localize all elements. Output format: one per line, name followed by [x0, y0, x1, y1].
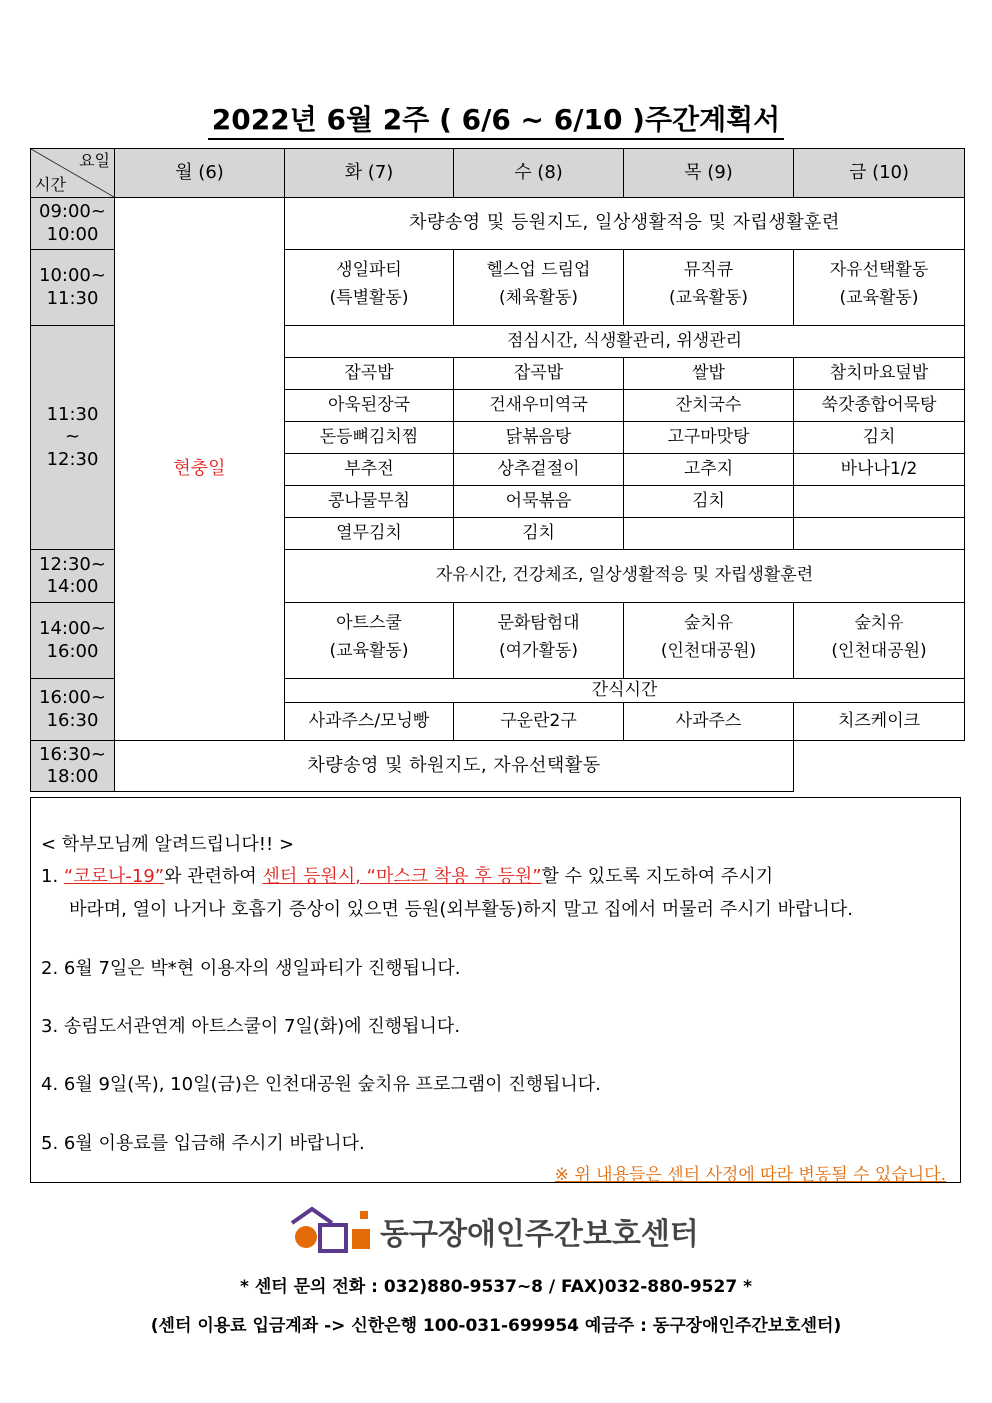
time-slot: 11:30 ~ 12:30 [31, 326, 115, 550]
evening-activity: 차량송영 및 하원지도, 자유선택활동 [115, 741, 794, 792]
notice-item-1-cont: 바라며, 열이 나거나 호흡기 증상이 있으면 등원(외부활동)하지 말고 집에서 머물러 주시기 바랍니다. [69, 899, 853, 920]
notice-item-1: 1. “코로나-19”와 관련하여 센터 등원시, “마스크 착용 후 등원”할 수 있도록 지도하여 주시기 [41, 866, 774, 887]
time-slot: 16:30~ 18:00 [31, 741, 115, 792]
header-row [31, 149, 965, 198]
notice-heading: < 학부모님께 알려드립니다!! > [41, 834, 295, 855]
morning-activity: 차량송영 및 등원지도, 일상생활적응 및 자립생활훈련 [285, 198, 965, 250]
menu-item: 열무김치 [285, 518, 454, 550]
menu-item: 잔치국수 [624, 390, 794, 422]
activity-cell: 헬스업 드림업 (체육활동) [454, 250, 624, 326]
menu-item: 쌀밥 [624, 358, 794, 390]
corner-day-label: 요일 [79, 151, 110, 170]
menu-item: 잡곡밥 [285, 358, 454, 390]
menu-item [624, 518, 794, 550]
parent-notice-box [30, 797, 961, 1183]
time-slot: 12:30~ 14:00 [31, 550, 115, 603]
page-title: 2022년 6월 2주 ( 6/6 ~ 6/10 )주간계획서 [0, 98, 992, 138]
activity-cell: 숲치유 (인천대공원) [794, 603, 965, 679]
notice-item-2: 2. 6월 7일은 박*현 이용자의 생일파티가 진행됩니다. [41, 958, 461, 979]
notice-item-5: 5. 6월 이용료를 입금해 주시기 바랍니다. [41, 1133, 365, 1154]
notice-item-3: 3. 송림도서관연계 아트스쿨이 7일(화)에 진행됩니다. [41, 1016, 461, 1037]
snack-title: 간식시간 [285, 679, 965, 703]
menu-item: 잡곡밥 [454, 358, 624, 390]
menu-item: 어묵볶음 [454, 486, 624, 518]
activity-cell: 뮤직큐 (교육활동) [624, 250, 794, 326]
menu-item: 바나나1/2 [794, 454, 965, 486]
day-tue: 화 (7) [285, 149, 454, 198]
lunch-title: 점심시간, 식생활관리, 위생관리 [285, 326, 965, 358]
snack-item: 구운란2구 [454, 703, 624, 741]
menu-item: 돈등뼈김치찜 [285, 422, 454, 454]
snack-item: 사과주스/모닝빵 [285, 703, 454, 741]
center-logo [290, 1205, 710, 1255]
time-slot: 16:00~ 16:30 [31, 679, 115, 741]
notice-item-4: 4. 6월 9일(목), 10일(금)은 인천대공원 숲치유 프로그램이 진행됩니다. [41, 1074, 601, 1095]
menu-item: 부추전 [285, 454, 454, 486]
day-mon: 월 (6) [115, 149, 285, 198]
snack-item: 치즈케이크 [794, 703, 965, 741]
afternoon-activity: 자유시간, 건강체조, 일상생활적응 및 자립생활훈련 [285, 550, 965, 603]
activity-cell: 아트스쿨 (교육활동) [285, 603, 454, 679]
menu-item: 고추지 [624, 454, 794, 486]
menu-item: 김치 [794, 422, 965, 454]
account-info: (센터 이용료 입금계좌 -> 신한은행 100-031-699954 예금주 : 동구장애인주간보호센터) [150, 1316, 842, 1336]
menu-item [794, 486, 965, 518]
time-slot: 10:00~ 11:30 [31, 250, 115, 326]
day-thu: 목 (9) [624, 149, 794, 198]
corner-cell [31, 149, 115, 198]
menu-item: 건새우미역국 [454, 390, 624, 422]
monday-holiday: 현충일 [115, 198, 285, 741]
house-logo-icon [290, 1205, 380, 1255]
time-slot: 09:00~ 10:00 [31, 198, 115, 250]
activity-cell: 숲치유 (인천대공원) [624, 603, 794, 679]
corner-time-label: 시간 [35, 175, 66, 194]
weekly-schedule-table [30, 148, 965, 792]
day-wed: 수 (8) [454, 149, 624, 198]
activity-cell: 생일파티 (특별활동) [285, 250, 454, 326]
contact-info: * 센터 문의 전화 : 032)880-9537~8 / FAX)032-880-9527 * [240, 1277, 752, 1297]
activity-cell: 문화탐험대 (여가활동) [454, 603, 624, 679]
menu-item: 쑥갓종합어묵탕 [794, 390, 965, 422]
menu-item: 상추겉절이 [454, 454, 624, 486]
center-name: 동구장애인주간보호센터 [380, 1217, 699, 1252]
day-fri: 금 (10) [794, 149, 965, 198]
snack-item: 사과주스 [624, 703, 794, 741]
menu-item: 김치 [454, 518, 624, 550]
change-warning: ※ 위 내용들은 센터 사정에 따라 변동될 수 있습니다. [554, 1165, 946, 1185]
menu-item: 김치 [624, 486, 794, 518]
time-slot: 14:00~ 16:00 [31, 603, 115, 679]
menu-item: 콩나물무침 [285, 486, 454, 518]
activity-cell: 자유선택활동 (교육활동) [794, 250, 965, 326]
menu-item [794, 518, 965, 550]
menu-item: 고구마맛탕 [624, 422, 794, 454]
menu-item: 아욱된장국 [285, 390, 454, 422]
menu-item: 닭볶음탕 [454, 422, 624, 454]
menu-item: 참치마요덮밥 [794, 358, 965, 390]
